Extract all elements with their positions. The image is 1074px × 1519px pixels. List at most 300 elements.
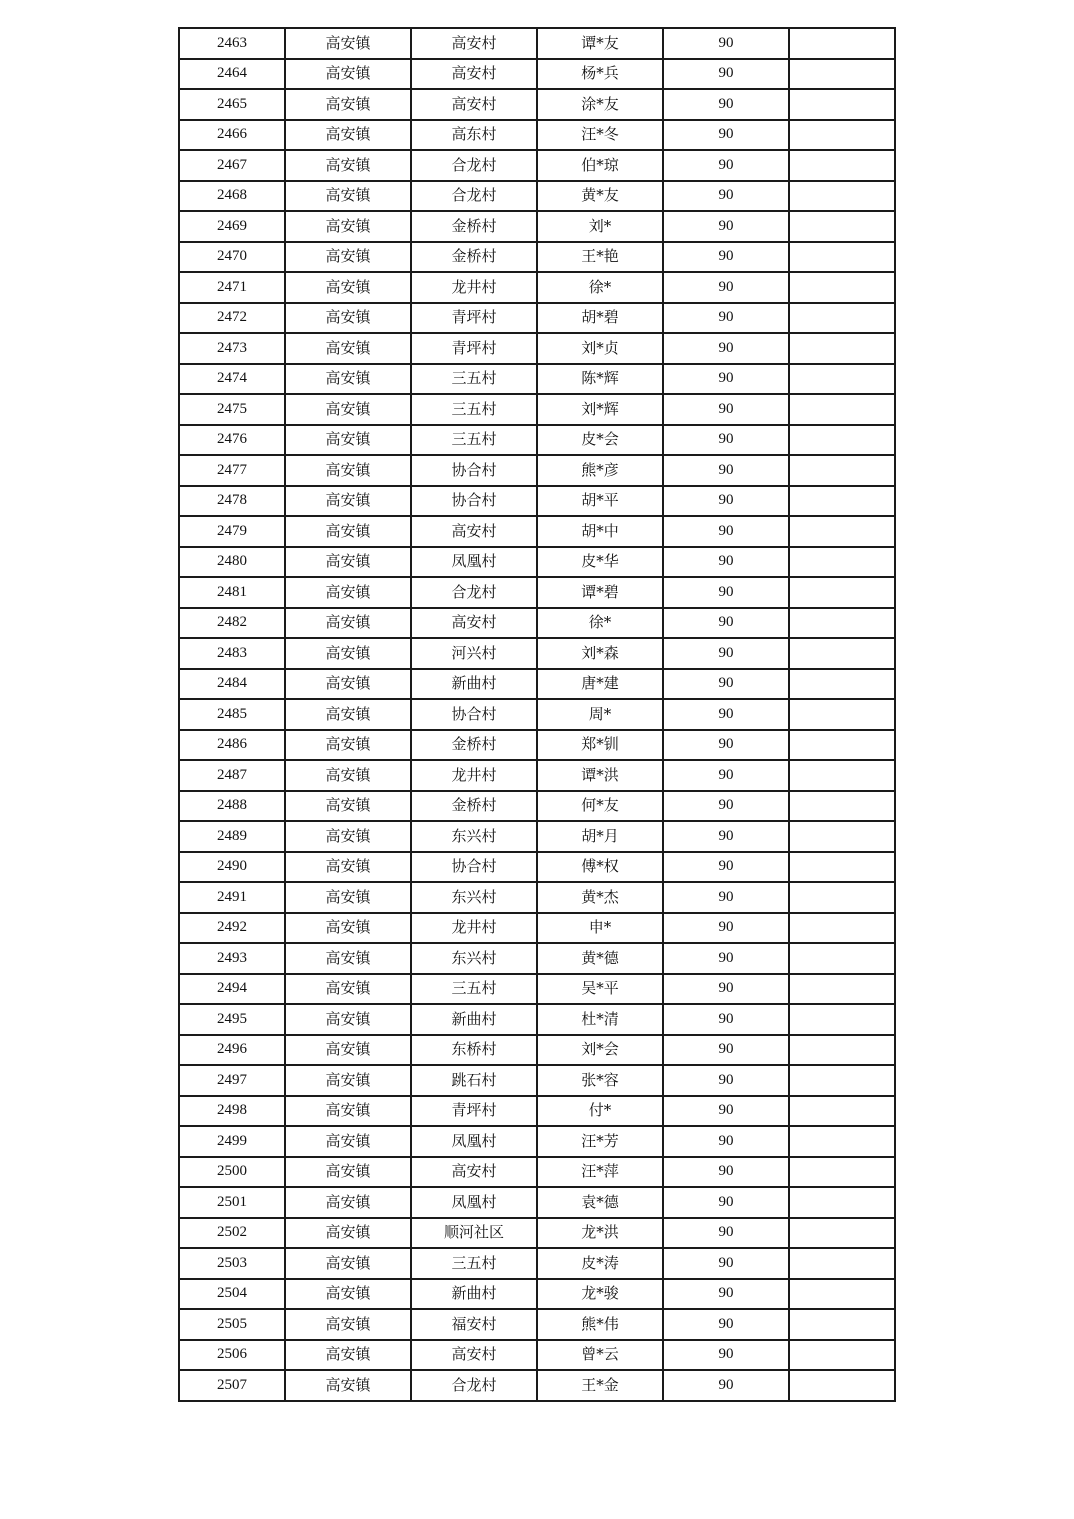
table-row	[179, 1035, 895, 1066]
cell-town: 高安镇	[285, 272, 411, 303]
cell-person-name: 熊*伟	[537, 1309, 663, 1340]
cell-village: 协合村	[411, 852, 537, 883]
cell-village: 三五村	[411, 974, 537, 1005]
cell-amount: 90	[663, 1004, 789, 1035]
cell-person-name: 胡*中	[537, 516, 663, 547]
cell-serial-number: 2507	[179, 1370, 285, 1401]
cell-amount: 90	[663, 242, 789, 273]
table-row	[179, 852, 895, 883]
cell-town: 高安镇	[285, 120, 411, 151]
cell-village: 高安村	[411, 1340, 537, 1371]
table-row	[179, 486, 895, 517]
cell-person-name: 刘*	[537, 211, 663, 242]
cell-serial-number: 2484	[179, 669, 285, 700]
cell-remark	[789, 120, 895, 151]
cell-village: 金桥村	[411, 211, 537, 242]
cell-town: 高安镇	[285, 59, 411, 90]
cell-village: 河兴村	[411, 638, 537, 669]
cell-amount: 90	[663, 1096, 789, 1127]
cell-person-name: 皮*华	[537, 547, 663, 578]
cell-amount: 90	[663, 303, 789, 334]
cell-amount: 90	[663, 89, 789, 120]
cell-remark	[789, 577, 895, 608]
cell-amount: 90	[663, 364, 789, 395]
cell-serial-number: 2474	[179, 364, 285, 395]
cell-serial-number: 2496	[179, 1035, 285, 1066]
table-row	[179, 364, 895, 395]
table-row	[179, 974, 895, 1005]
cell-remark	[789, 699, 895, 730]
cell-remark	[789, 181, 895, 212]
cell-serial-number: 2500	[179, 1157, 285, 1188]
cell-remark	[789, 638, 895, 669]
table-row	[179, 882, 895, 913]
cell-remark	[789, 28, 895, 59]
cell-town: 高安镇	[285, 486, 411, 517]
cell-person-name: 傅*权	[537, 852, 663, 883]
cell-amount: 90	[663, 1157, 789, 1188]
cell-remark	[789, 486, 895, 517]
cell-serial-number: 2476	[179, 425, 285, 456]
cell-serial-number: 2489	[179, 821, 285, 852]
cell-person-name: 谭*碧	[537, 577, 663, 608]
cell-person-name: 吴*平	[537, 974, 663, 1005]
cell-remark	[789, 730, 895, 761]
cell-remark	[789, 760, 895, 791]
cell-village: 东兴村	[411, 943, 537, 974]
cell-serial-number: 2502	[179, 1218, 285, 1249]
table-row	[179, 608, 895, 639]
cell-remark	[789, 1157, 895, 1188]
cell-town: 高安镇	[285, 821, 411, 852]
cell-person-name: 龙*洪	[537, 1218, 663, 1249]
table-row	[179, 516, 895, 547]
cell-person-name: 汪*芳	[537, 1126, 663, 1157]
cell-town: 高安镇	[285, 1370, 411, 1401]
cell-village: 三五村	[411, 1248, 537, 1279]
table-row	[179, 455, 895, 486]
cell-serial-number: 2499	[179, 1126, 285, 1157]
cell-amount: 90	[663, 821, 789, 852]
cell-serial-number: 2465	[179, 89, 285, 120]
cell-serial-number: 2473	[179, 333, 285, 364]
cell-serial-number: 2481	[179, 577, 285, 608]
cell-remark	[789, 1096, 895, 1127]
cell-amount: 90	[663, 577, 789, 608]
cell-amount: 90	[663, 150, 789, 181]
cell-village: 三五村	[411, 364, 537, 395]
cell-serial-number: 2487	[179, 760, 285, 791]
cell-remark	[789, 455, 895, 486]
table-row	[179, 577, 895, 608]
cell-town: 高安镇	[285, 1035, 411, 1066]
cell-remark	[789, 669, 895, 700]
cell-town: 高安镇	[285, 1218, 411, 1249]
cell-person-name: 熊*彦	[537, 455, 663, 486]
cell-town: 高安镇	[285, 638, 411, 669]
cell-amount: 90	[663, 455, 789, 486]
cell-amount: 90	[663, 1279, 789, 1310]
cell-village: 凤凰村	[411, 547, 537, 578]
cell-person-name: 袁*德	[537, 1187, 663, 1218]
cell-person-name: 王*金	[537, 1370, 663, 1401]
cell-person-name: 汪*萍	[537, 1157, 663, 1188]
cell-person-name: 刘*会	[537, 1035, 663, 1066]
cell-remark	[789, 974, 895, 1005]
cell-town: 高安镇	[285, 699, 411, 730]
cell-serial-number: 2482	[179, 608, 285, 639]
cell-amount: 90	[663, 516, 789, 547]
table-row	[179, 120, 895, 151]
cell-serial-number: 2485	[179, 699, 285, 730]
cell-village: 三五村	[411, 394, 537, 425]
cell-serial-number: 2466	[179, 120, 285, 151]
cell-amount: 90	[663, 760, 789, 791]
cell-serial-number: 2478	[179, 486, 285, 517]
cell-remark	[789, 1279, 895, 1310]
cell-serial-number: 2475	[179, 394, 285, 425]
cell-serial-number: 2468	[179, 181, 285, 212]
cell-town: 高安镇	[285, 669, 411, 700]
cell-village: 新曲村	[411, 1279, 537, 1310]
cell-serial-number: 2490	[179, 852, 285, 883]
table-row	[179, 1065, 895, 1096]
cell-remark	[789, 303, 895, 334]
cell-village: 合龙村	[411, 150, 537, 181]
cell-village: 合龙村	[411, 1370, 537, 1401]
cell-village: 新曲村	[411, 1004, 537, 1035]
table-row	[179, 791, 895, 822]
cell-town: 高安镇	[285, 1309, 411, 1340]
cell-amount: 90	[663, 608, 789, 639]
cell-amount: 90	[663, 1340, 789, 1371]
cell-person-name: 何*友	[537, 791, 663, 822]
cell-remark	[789, 59, 895, 90]
cell-serial-number: 2505	[179, 1309, 285, 1340]
cell-person-name: 杨*兵	[537, 59, 663, 90]
table-row	[179, 1187, 895, 1218]
cell-amount: 90	[663, 547, 789, 578]
cell-town: 高安镇	[285, 791, 411, 822]
table-row	[179, 1279, 895, 1310]
table-row	[179, 28, 895, 59]
cell-person-name: 刘*森	[537, 638, 663, 669]
cell-village: 合龙村	[411, 181, 537, 212]
cell-amount: 90	[663, 1065, 789, 1096]
cell-amount: 90	[663, 1218, 789, 1249]
cell-amount: 90	[663, 120, 789, 151]
cell-person-name: 谭*洪	[537, 760, 663, 791]
cell-person-name: 付*	[537, 1096, 663, 1127]
cell-town: 高安镇	[285, 425, 411, 456]
cell-serial-number: 2492	[179, 913, 285, 944]
cell-person-name: 陈*辉	[537, 364, 663, 395]
cell-town: 高安镇	[285, 516, 411, 547]
cell-village: 高安村	[411, 59, 537, 90]
cell-person-name: 胡*月	[537, 821, 663, 852]
table-row	[179, 89, 895, 120]
cell-serial-number: 2498	[179, 1096, 285, 1127]
cell-amount: 90	[663, 852, 789, 883]
table-row	[179, 669, 895, 700]
cell-remark	[789, 333, 895, 364]
cell-village: 金桥村	[411, 791, 537, 822]
cell-amount: 90	[663, 1309, 789, 1340]
cell-village: 福安村	[411, 1309, 537, 1340]
table-row	[179, 547, 895, 578]
cell-person-name: 胡*碧	[537, 303, 663, 334]
cell-amount: 90	[663, 1187, 789, 1218]
cell-person-name: 黄*德	[537, 943, 663, 974]
cell-village: 顺河社区	[411, 1218, 537, 1249]
cell-remark	[789, 1065, 895, 1096]
table-row	[179, 333, 895, 364]
cell-person-name: 刘*辉	[537, 394, 663, 425]
cell-village: 东兴村	[411, 821, 537, 852]
table-row	[179, 1096, 895, 1127]
cell-town: 高安镇	[285, 1065, 411, 1096]
cell-village: 合龙村	[411, 577, 537, 608]
cell-village: 高东村	[411, 120, 537, 151]
cell-serial-number: 2477	[179, 455, 285, 486]
cell-serial-number: 2504	[179, 1279, 285, 1310]
cell-remark	[789, 1004, 895, 1035]
cell-serial-number: 2480	[179, 547, 285, 578]
table-row	[179, 638, 895, 669]
table-row	[179, 242, 895, 273]
cell-remark	[789, 1248, 895, 1279]
cell-amount: 90	[663, 181, 789, 212]
cell-person-name: 黄*杰	[537, 882, 663, 913]
cell-person-name: 伯*琼	[537, 150, 663, 181]
cell-town: 高安镇	[285, 1248, 411, 1279]
cell-town: 高安镇	[285, 89, 411, 120]
cell-amount: 90	[663, 28, 789, 59]
cell-village: 高安村	[411, 89, 537, 120]
cell-town: 高安镇	[285, 1187, 411, 1218]
cell-remark	[789, 608, 895, 639]
cell-village: 金桥村	[411, 730, 537, 761]
cell-person-name: 谭*友	[537, 28, 663, 59]
cell-village: 东兴村	[411, 882, 537, 913]
cell-town: 高安镇	[285, 913, 411, 944]
table-row	[179, 730, 895, 761]
cell-town: 高安镇	[285, 882, 411, 913]
cell-person-name: 黄*友	[537, 181, 663, 212]
cell-amount: 90	[663, 486, 789, 517]
cell-person-name: 胡*平	[537, 486, 663, 517]
cell-town: 高安镇	[285, 242, 411, 273]
cell-remark	[789, 272, 895, 303]
cell-amount: 90	[663, 791, 789, 822]
cell-person-name: 皮*涛	[537, 1248, 663, 1279]
cell-serial-number: 2495	[179, 1004, 285, 1035]
cell-person-name: 皮*会	[537, 425, 663, 456]
cell-person-name: 龙*骏	[537, 1279, 663, 1310]
cell-town: 高安镇	[285, 1126, 411, 1157]
cell-serial-number: 2471	[179, 272, 285, 303]
cell-remark	[789, 211, 895, 242]
cell-serial-number: 2464	[179, 59, 285, 90]
cell-person-name: 周*	[537, 699, 663, 730]
subsidy-list-table	[178, 27, 896, 1402]
table-row	[179, 59, 895, 90]
cell-remark	[789, 150, 895, 181]
cell-village: 东桥村	[411, 1035, 537, 1066]
cell-town: 高安镇	[285, 303, 411, 334]
cell-remark	[789, 364, 895, 395]
cell-amount: 90	[663, 974, 789, 1005]
cell-town: 高安镇	[285, 333, 411, 364]
cell-amount: 90	[663, 730, 789, 761]
cell-town: 高安镇	[285, 1340, 411, 1371]
cell-remark	[789, 913, 895, 944]
cell-remark	[789, 1309, 895, 1340]
cell-serial-number: 2469	[179, 211, 285, 242]
cell-remark	[789, 1035, 895, 1066]
cell-remark	[789, 547, 895, 578]
cell-serial-number: 2494	[179, 974, 285, 1005]
cell-person-name: 曾*云	[537, 1340, 663, 1371]
cell-serial-number: 2503	[179, 1248, 285, 1279]
cell-village: 三五村	[411, 425, 537, 456]
cell-town: 高安镇	[285, 852, 411, 883]
cell-person-name: 杜*清	[537, 1004, 663, 1035]
cell-village: 龙井村	[411, 760, 537, 791]
cell-person-name: 郑*钏	[537, 730, 663, 761]
cell-serial-number: 2491	[179, 882, 285, 913]
cell-town: 高安镇	[285, 974, 411, 1005]
table-row	[179, 272, 895, 303]
cell-town: 高安镇	[285, 1157, 411, 1188]
cell-village: 青坪村	[411, 1096, 537, 1127]
cell-town: 高安镇	[285, 1004, 411, 1035]
cell-village: 高安村	[411, 516, 537, 547]
cell-village: 高安村	[411, 608, 537, 639]
cell-amount: 90	[663, 669, 789, 700]
cell-town: 高安镇	[285, 760, 411, 791]
cell-town: 高安镇	[285, 181, 411, 212]
cell-remark	[789, 791, 895, 822]
cell-amount: 90	[663, 211, 789, 242]
table-row	[179, 1126, 895, 1157]
cell-town: 高安镇	[285, 1096, 411, 1127]
table-row	[179, 425, 895, 456]
cell-village: 金桥村	[411, 242, 537, 273]
cell-remark	[789, 1340, 895, 1371]
table-row	[179, 1004, 895, 1035]
cell-village: 跳石村	[411, 1065, 537, 1096]
cell-remark	[789, 821, 895, 852]
cell-town: 高安镇	[285, 943, 411, 974]
cell-amount: 90	[663, 638, 789, 669]
cell-serial-number: 2488	[179, 791, 285, 822]
cell-amount: 90	[663, 913, 789, 944]
cell-village: 新曲村	[411, 669, 537, 700]
cell-person-name: 徐*	[537, 272, 663, 303]
table-row	[179, 1157, 895, 1188]
cell-remark	[789, 852, 895, 883]
cell-person-name: 徐*	[537, 608, 663, 639]
cell-remark	[789, 1187, 895, 1218]
cell-person-name: 张*容	[537, 1065, 663, 1096]
table-row	[179, 943, 895, 974]
table-row	[179, 1218, 895, 1249]
cell-town: 高安镇	[285, 608, 411, 639]
cell-village: 凤凰村	[411, 1187, 537, 1218]
table-row	[179, 913, 895, 944]
cell-village: 青坪村	[411, 303, 537, 334]
cell-amount: 90	[663, 1370, 789, 1401]
cell-town: 高安镇	[285, 211, 411, 242]
cell-town: 高安镇	[285, 394, 411, 425]
cell-person-name: 涂*友	[537, 89, 663, 120]
cell-village: 青坪村	[411, 333, 537, 364]
cell-person-name: 刘*贞	[537, 333, 663, 364]
cell-town: 高安镇	[285, 455, 411, 486]
cell-remark	[789, 516, 895, 547]
cell-remark	[789, 1126, 895, 1157]
cell-amount: 90	[663, 882, 789, 913]
cell-serial-number: 2493	[179, 943, 285, 974]
table-row	[179, 394, 895, 425]
cell-town: 高安镇	[285, 1279, 411, 1310]
cell-amount: 90	[663, 59, 789, 90]
cell-serial-number: 2479	[179, 516, 285, 547]
table-row	[179, 1248, 895, 1279]
cell-person-name: 汪*冬	[537, 120, 663, 151]
cell-serial-number: 2506	[179, 1340, 285, 1371]
cell-town: 高安镇	[285, 28, 411, 59]
table-row	[179, 699, 895, 730]
cell-person-name: 王*艳	[537, 242, 663, 273]
cell-amount: 90	[663, 333, 789, 364]
table-row	[179, 211, 895, 242]
cell-serial-number: 2486	[179, 730, 285, 761]
table-body	[179, 28, 895, 1401]
cell-serial-number: 2467	[179, 150, 285, 181]
cell-remark	[789, 242, 895, 273]
cell-serial-number: 2470	[179, 242, 285, 273]
cell-village: 凤凰村	[411, 1126, 537, 1157]
cell-village: 龙井村	[411, 272, 537, 303]
cell-serial-number: 2483	[179, 638, 285, 669]
cell-village: 协合村	[411, 455, 537, 486]
cell-village: 高安村	[411, 28, 537, 59]
cell-remark	[789, 394, 895, 425]
cell-village: 协合村	[411, 486, 537, 517]
cell-amount: 90	[663, 1035, 789, 1066]
cell-serial-number: 2463	[179, 28, 285, 59]
cell-village: 高安村	[411, 1157, 537, 1188]
cell-town: 高安镇	[285, 730, 411, 761]
cell-person-name: 唐*建	[537, 669, 663, 700]
cell-town: 高安镇	[285, 577, 411, 608]
cell-remark	[789, 882, 895, 913]
table-row	[179, 1309, 895, 1340]
table-row	[179, 1370, 895, 1401]
cell-town: 高安镇	[285, 364, 411, 395]
table-row	[179, 303, 895, 334]
cell-amount: 90	[663, 272, 789, 303]
table-row	[179, 181, 895, 212]
cell-serial-number: 2472	[179, 303, 285, 334]
cell-remark	[789, 425, 895, 456]
cell-amount: 90	[663, 1248, 789, 1279]
cell-remark	[789, 1370, 895, 1401]
cell-village: 龙井村	[411, 913, 537, 944]
cell-person-name: 申*	[537, 913, 663, 944]
